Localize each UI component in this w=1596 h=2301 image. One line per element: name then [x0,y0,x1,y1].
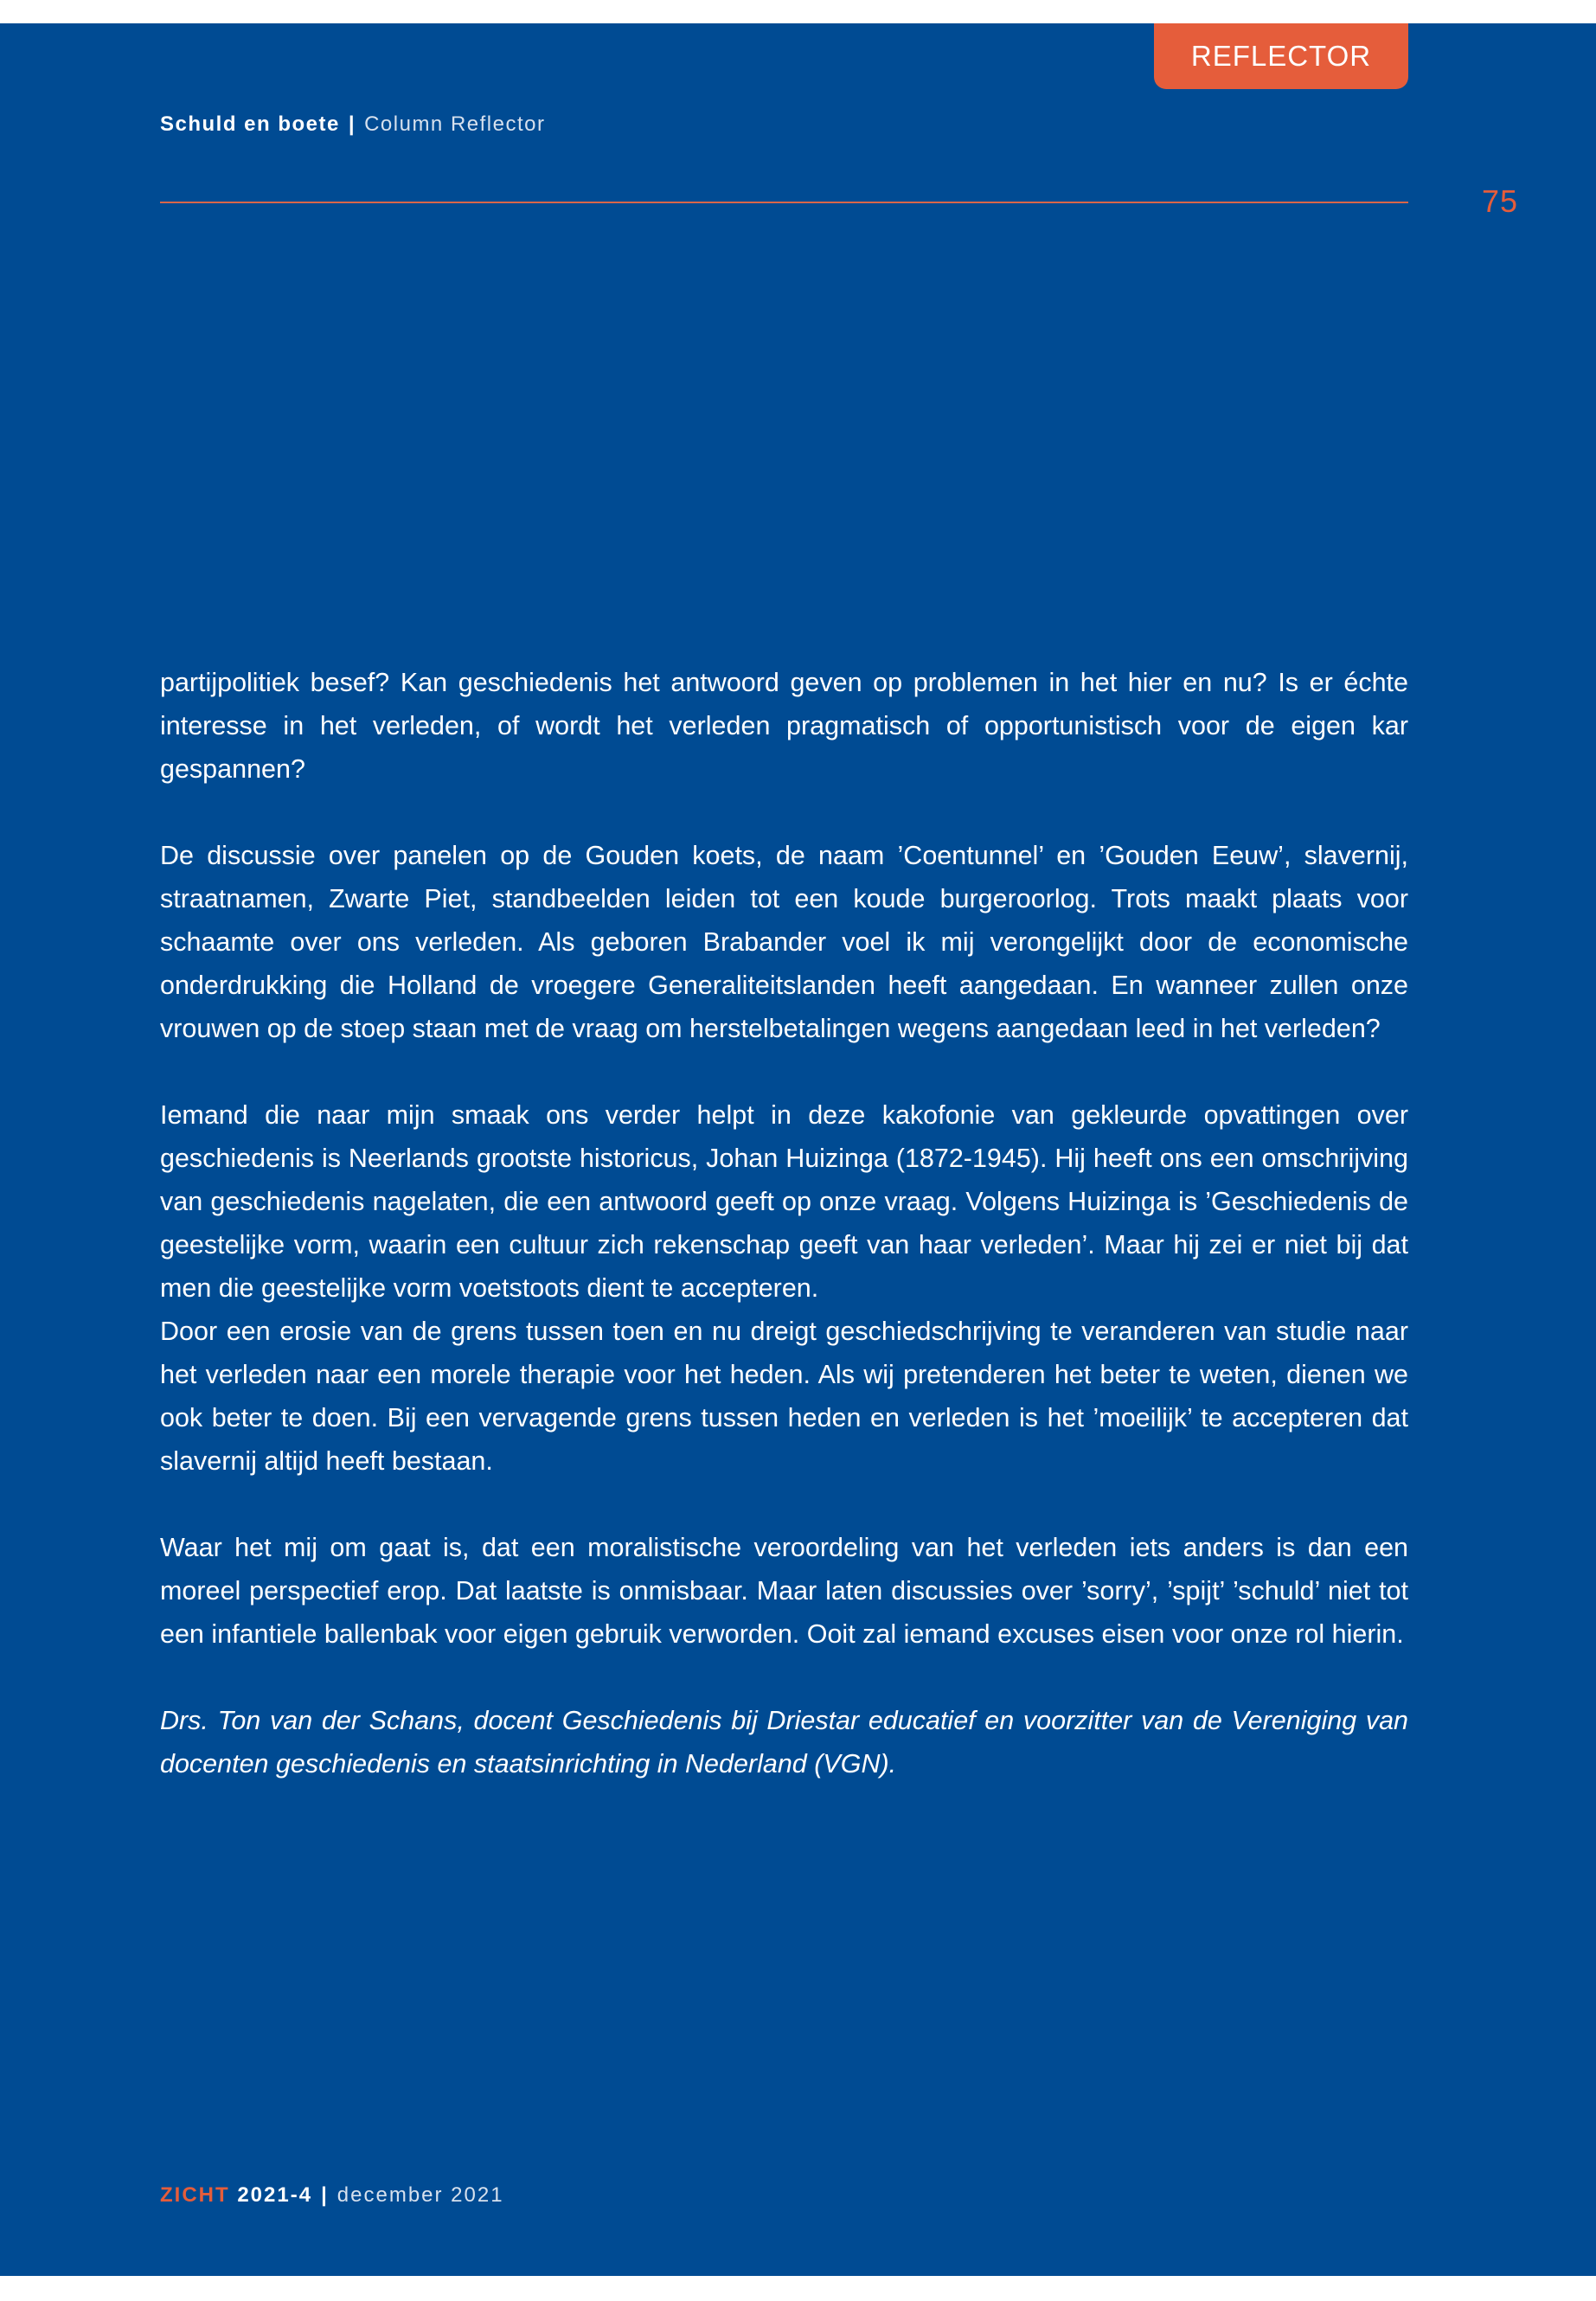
magazine-brand: ZICHT [160,2183,230,2207]
section-tab-label: REFLECTOR [1190,40,1372,72]
section-tab [1154,23,1408,89]
running-head [160,112,545,137]
article-title: Schuld en boete [160,112,340,136]
paragraph-4: Door een erosie van de grens tussen toen en nu dreigt geschiedschrijving te veranderen van studie naar het verleden naar een morele therapie voor het heden. Als wij pretenderen het beter te weten, dienen we ook beter te doen. Bij een vervagende grens tussen heden en verleden is het ’moeilijk’ te accepteren dat slavernij altijd heeft bestaan. [160,1317,1408,1476]
running-head-separator: | [348,112,356,136]
paragraph-5: Waar het mij om gaat is, dat een moralistische veroordeling van het verleden iets anders is dan een moreel perspectief erop. Dat laatste is onmisbaar. Maar laten discussies over ’sorry’, ’spijt’ ’schuld’ niet tot een infantiele ballenbak voor eigen gebruik verworden. Ooit zal iemand excuses eisen voor onze rol hierin. [160,1533,1408,1649]
page-footer [160,2183,504,2208]
paragraph-3: Iemand die naar mijn smaak ons verder helpt in deze kakofonie van gekleurde opvattingen over geschiedenis is Neerlands grootste historicus, Johan Huizinga (1872-1945). Hij heeft ons een omschrijving van geschiedenis nagelaten, die een antwoord geeft op onze vraag. Volgens Huizinga is ’Geschiedenis de geestelijke vorm, waarin een cultuur zich rekenschap geeft van haar verleden’. Maar hij zei er niet bij dat men die geestelijke vorm voetstoots dient te accepteren. [160,1100,1408,1303]
paragraph-1: partijpolitiek besef? Kan geschiedenis het antwoord geven op problemen in het hier en nu? Is er échte interesse in het verleden, of wordt het verleden pragmatisch of opportunistisch voor de eigen kar gespannen? [160,668,1408,784]
author-signature: Drs. Ton van der Schans, docent Geschiedenis bij Driestar educatief en voorzitter van de Vereniging van docenten geschiedenis en staatsinrichting in Nederland (VGN). [160,1706,1408,1779]
column-name: Column Reflector [364,112,546,136]
issue-number: 2021-4 [237,2183,313,2207]
magazine-page [0,23,1596,2276]
header-rule [160,202,1408,203]
paragraph-2: De discussie over panelen op de Gouden koets, de naam ’Coentunnel’ en ’Gouden Eeuw’, slavernij, straatnamen, Zwarte Piet, standbeelden leiden tot een koude burgeroorlog. Trots maakt plaats voor schaamte over ons verleden. Als geboren Brabander voel ik mij verongelijkt door de economische onderdrukking die Holland de vroegere Generaliteitslanden heeft aangedaan. En wanneer zullen onze vrouwen op de stoep staan met de vraag om herstelbetalingen wegens aangedaan leed in het verleden? [160,841,1408,1043]
footer-separator: | [321,2183,329,2207]
issue-date: december 2021 [337,2183,504,2207]
article-body [160,661,1408,1785]
page-number: 75 [1482,183,1519,219]
